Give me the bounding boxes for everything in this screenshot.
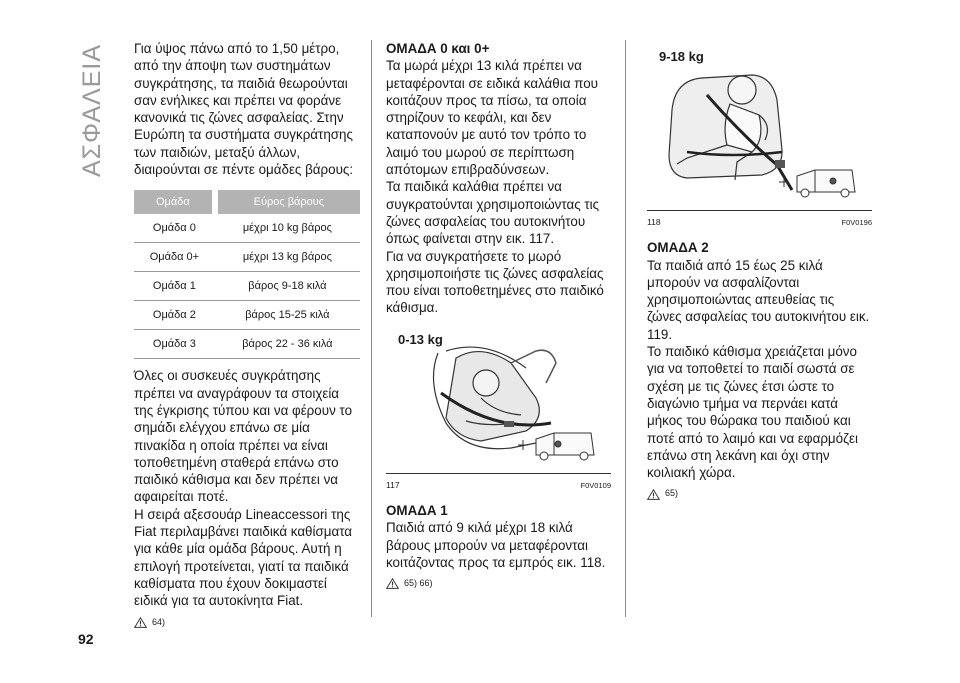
figure-118	[647, 40, 872, 211]
warning-ref-text: 65) 66)	[404, 578, 433, 589]
table-cell: μέχρι 13 kg βάρος	[215, 243, 360, 272]
warning-icon	[647, 489, 660, 500]
rear-facing-baby-seat-illustration	[386, 323, 611, 473]
table-header-weight: Εύρος βάρους	[215, 190, 360, 214]
figure-weight-label: 0-13 kg	[398, 331, 443, 347]
table-cell: βάρος 15-25 κιλά	[215, 301, 360, 330]
table-cell: βάρος 9-18 κιλά	[215, 272, 360, 301]
column-2	[386, 40, 611, 593]
table-cell: μέχρι 10 kg βάρος	[215, 214, 360, 243]
figure-code: F0V0109	[580, 480, 611, 490]
table-header-group: Ομάδα	[134, 190, 215, 214]
table-cell: Ομάδα 0	[134, 214, 215, 243]
section-title: ΑΣΦΑΛΕΙΑ	[78, 43, 107, 177]
warning-icon	[134, 617, 147, 628]
table-cell: Ομάδα 0+	[134, 243, 215, 272]
warning-reference	[647, 485, 872, 502]
group-2-heading: ΟΜΑΔΑ 2	[647, 240, 709, 256]
page-number: 92	[78, 631, 94, 647]
group-2-paragraph-1: Τα παιδιά από 15 έως 25 κιλά μπορούν να ασφαλίζονται χρησιμοποιώντας απευθείας τις ζώνες ασφαλείας του αυτοκινήτου εικ. 119.	[647, 257, 870, 342]
column-1	[134, 40, 360, 631]
figure-code: F0V0196	[841, 218, 872, 227]
figure-117-caption	[386, 477, 611, 494]
figure-118-caption	[647, 214, 872, 231]
figure-number: 118	[647, 217, 661, 227]
table-row	[134, 243, 360, 272]
group-2-paragraph-2: Το παιδικό κάθισμα χρειάζεται μόνο για να τοποθετεί το παιδί σωστά σε σχέση με τις ζώνες έτσι ώστε το διαγώνιο τμήμα να περνάει κατά μήκος του θώρακα του παιδιού και ποτέ από το λαιμό και να εφαρμόζει επάνω στη λεκάνη και όχι στην κοιλιακή χώρα.	[647, 344, 858, 481]
warning-ref-text: 64)	[152, 616, 166, 627]
group-0-paragraph-1: Τα μωρά μέχρι 13 κιλά πρέπει να μεταφέρονται σε ειδικά καλάθια που κοιτάζουν προς τα πίσω, τα οποία στηρίζουν το κεφάλι, και δεν καταπονούν με αυτό τον τρόπο το λαιμό του μωρού σε περίπτωση απότομων επιβραδύνσεων.	[386, 58, 599, 178]
warning-ref-text: 65)	[665, 488, 679, 499]
approval-paragraph: Όλες οι συσκευές συγκράτησης πρέπει να αναγράφουν τα στοιχεία της έγκρισης τύπου και να φέρουν το σημάδι ελέγχου επάνω σε μία πινακίδα η οποία πρέπει να είναι τοποθετημένη σταθερά επάνω στο παιδικό κάθισμα και δεν πρέπει να αφαιρείται ποτέ.	[134, 368, 353, 505]
table-row	[134, 301, 360, 330]
warning-reference	[386, 575, 611, 592]
table-cell: βάρος 22 - 36 κιλά	[215, 330, 360, 359]
table-header-row	[134, 190, 360, 214]
forward-facing-child-seat-illustration	[647, 40, 872, 210]
figure-weight-label: 9-18 kg	[659, 49, 704, 64]
group-1-heading: ΟΜΑΔΑ 1	[386, 503, 448, 519]
table-cell: Ομάδα 2	[134, 301, 215, 330]
table-row	[134, 214, 360, 243]
table-row	[134, 272, 360, 301]
lineaccessori-paragraph: Η σειρά αξεσουάρ Lineaccessori της Fiat περιλαμβάνει παιδικά καθίσματα για κάθε μία ομάδα βάρους. Αυτή η επιλογή προτείνεται, γιατί τα παιδικά καθίσματα που έχουν δοκιμαστεί ειδικά για τα αυτοκίνητα Fiat.	[134, 506, 353, 609]
warning-icon	[386, 578, 399, 589]
intro-paragraph: Για ύψος πάνω από το 1,50 μέτρο, από την άποψη των συστημάτων συγκράτησης, τα παιδιά θεωρούνται σαν ενήλικες και πρέπει να φοράνε κανονικά τις ζώνες ασφαλείας. Στην Ευρώπη τα συστήματα συγκράτησης των παιδιών, μεταξύ άλλων, διαιρούνται σε πέντε ομάδες βάρους:	[134, 41, 354, 178]
table-row	[134, 330, 360, 359]
figure-117	[386, 323, 611, 474]
weight-groups-table	[134, 190, 360, 359]
figure-number: 117	[386, 479, 400, 490]
table-cell: Ομάδα 3	[134, 330, 215, 359]
warning-reference	[134, 614, 360, 631]
section-side-title	[78, 40, 108, 180]
table-cell: Ομάδα 1	[134, 272, 215, 301]
group-1-paragraph: Παιδιά από 9 κιλά μέχρι 18 κιλά βάρους μπορούν να μεταφέρονται κοιτάζοντας προς τα εμπρός εικ. 118.	[386, 520, 606, 570]
column-3	[647, 40, 872, 503]
group-0-heading: ΟΜΑΔΑ 0 και 0+	[386, 41, 490, 56]
group-0-paragraph-3: Για να συγκρατήσετε το μωρό χρησιμοποιήστε τις ζώνες ασφαλείας που είναι τοποθετημένες στο παιδικό κάθισμα.	[386, 248, 604, 316]
column-divider	[625, 40, 626, 617]
group-0-paragraph-2: Τα παιδικά καλάθια πρέπει να συγκρατούνται χρησιμοποιώντας τις ζώνες ασφαλείας του αυτοκινήτου όπως φαίνεται στην εικ. 117.	[386, 179, 600, 247]
column-divider	[371, 40, 372, 617]
